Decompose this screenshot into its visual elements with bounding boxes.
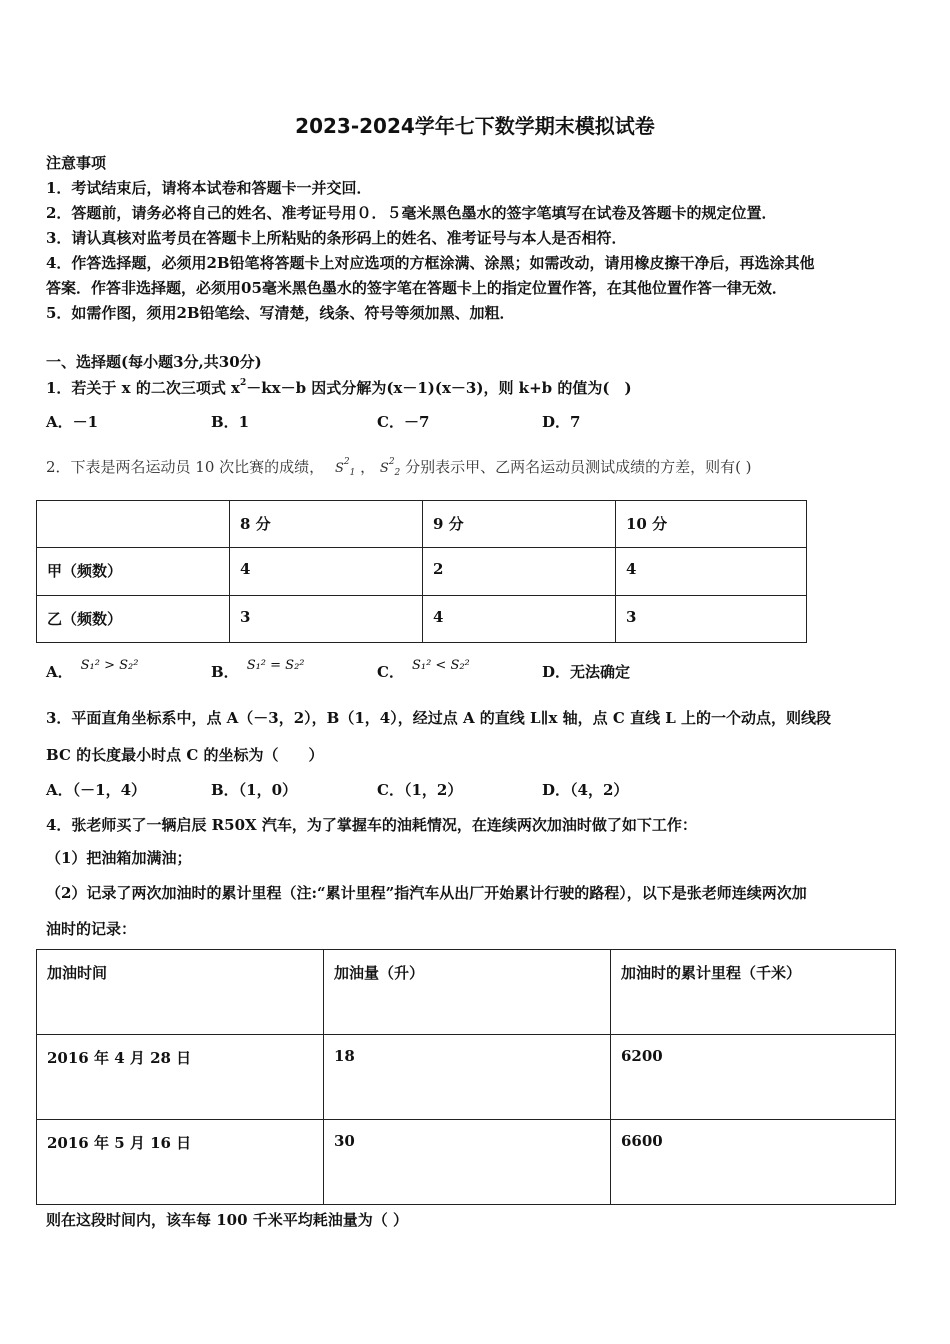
table-cell: 2016 年 4 月 28 日 <box>37 1035 324 1120</box>
table-cell: 4 <box>230 548 423 596</box>
table-cell <box>37 501 230 548</box>
table-cell: 8 分 <box>230 501 423 548</box>
table-cell: 2016 年 5 月 16 日 <box>37 1120 324 1205</box>
question-3-stem: 3．平面直角坐标系中，点 A（－3，2），B（1，4），经过点 A 的直线 L∥x 轴，点 C 直线 L 上的一个动点，则线段 <box>46 709 832 727</box>
question-3-stem-cont: BC 的长度最小时点 C 的坐标为（ ） <box>46 746 324 764</box>
table-cell: 4 <box>616 548 807 596</box>
table-row <box>37 596 807 643</box>
notice-item: 答案．作答非选择题，必须用05毫米黑色墨水的签字笔在答题卡上的指定位置作答，在其他位置作答一律无效． <box>46 279 787 297</box>
table-cell: 18 <box>324 1035 611 1120</box>
table-cell: 9 分 <box>423 501 616 548</box>
table-row <box>37 501 807 548</box>
section-heading: 一、选择题(每小题3分,共30分) <box>46 353 262 371</box>
q3-option-a: A．（－1，4） <box>46 781 147 799</box>
notice-item: 2．答题前，请务必将自己的姓名、准考证号用０．５毫米黑色墨水的签字笔填写在试卷及答题卡的规定位置． <box>46 204 777 222</box>
question-4-step2: （2）记录了两次加油时的累计里程（注:“累计里程”指汽车从出厂开始累计行驶的路程），以下是张老师连续两次加 <box>46 884 807 902</box>
table-cell: 30 <box>324 1120 611 1205</box>
table-cell: 甲（频数） <box>37 548 230 596</box>
q2-option-c: C． S₁² < S₂² <box>377 658 470 681</box>
page-title: 2023-2024学年七下数学期末模拟试卷 <box>295 114 655 138</box>
notice-item: 3．请认真核对监考员在答题卡上所粘贴的条形码上的姓名、准考证号与本人是否相符． <box>46 229 627 247</box>
q1-option-a: A．－1 <box>46 413 99 431</box>
question-4-step2-cont: 油时的记录： <box>46 920 137 938</box>
table-cell: 3 <box>616 596 807 643</box>
table-cell: 3 <box>230 596 423 643</box>
table-cell: 乙（频数） <box>37 596 230 643</box>
table-cell: 加油量（升） <box>324 950 611 1035</box>
scores-table <box>36 500 807 643</box>
q3-option-b: B．（1，0） <box>211 781 298 799</box>
notice-item: 4．作答选择题，必须用2B铅笔将答题卡上对应选项的方框涂满、涂黑；如需改动，请用橡皮擦干净后，再选涂其他 <box>46 254 815 272</box>
table-cell: 加油时间 <box>37 950 324 1035</box>
q2-option-a: A． S₁² > S₂² <box>46 658 139 681</box>
q2-option-b: B． S₁² = S₂² <box>211 658 305 681</box>
question-2-stem: 2．下表是两名运动员 10 次比赛的成绩， $S^2_1$ ， $S^2_2$ 分别表示甲、乙两名运动员测试成绩的方差，则有( ) <box>46 457 752 478</box>
table-cell: 加油时的累计里程（千米） <box>611 950 896 1035</box>
table-cell: 6600 <box>611 1120 896 1205</box>
table-cell: 4 <box>423 596 616 643</box>
notice-item: 1．考试结束后，请将本试卷和答题卡一并交回． <box>46 179 372 197</box>
table-cell: 2 <box>423 548 616 596</box>
q1-option-c: C．－7 <box>377 413 430 431</box>
table-row <box>37 1035 896 1120</box>
q3-option-c: C．（1，2） <box>377 781 463 799</box>
notice-item: 5．如需作图，须用2B铅笔绘、写清楚，线条、符号等须加黑、加粗． <box>46 304 515 322</box>
table-cell: 6200 <box>611 1035 896 1120</box>
fuel-table <box>36 949 896 1205</box>
q1-option-b: B．1 <box>211 413 250 431</box>
question-1-stem: 1．若关于 x 的二次三项式 $x^2-kx-b$ 因式分解为(x－1)(x－3)，则 k+b 的值为( ) <box>46 378 632 397</box>
q3-option-d: D．（4，2） <box>542 781 629 799</box>
question-4-stem: 4．张老师买了一辆启辰 R50X 汽车，为了掌握车的油耗情况，在连续两次加油时做了如下工作： <box>46 816 697 834</box>
q2-option-d: D．无法确定 <box>542 663 631 681</box>
table-row <box>37 950 896 1035</box>
table-row <box>37 1120 896 1205</box>
question-4-ask: 则在这段时间内，该车每 100 千米平均耗油量为（ ） <box>46 1211 408 1229</box>
table-cell: 10 分 <box>616 501 807 548</box>
q1-option-d: D．7 <box>542 413 581 431</box>
question-4-step1: （1）把油箱加满油； <box>46 849 192 867</box>
notice-heading: 注意事项 <box>46 154 107 172</box>
table-row <box>37 548 807 596</box>
